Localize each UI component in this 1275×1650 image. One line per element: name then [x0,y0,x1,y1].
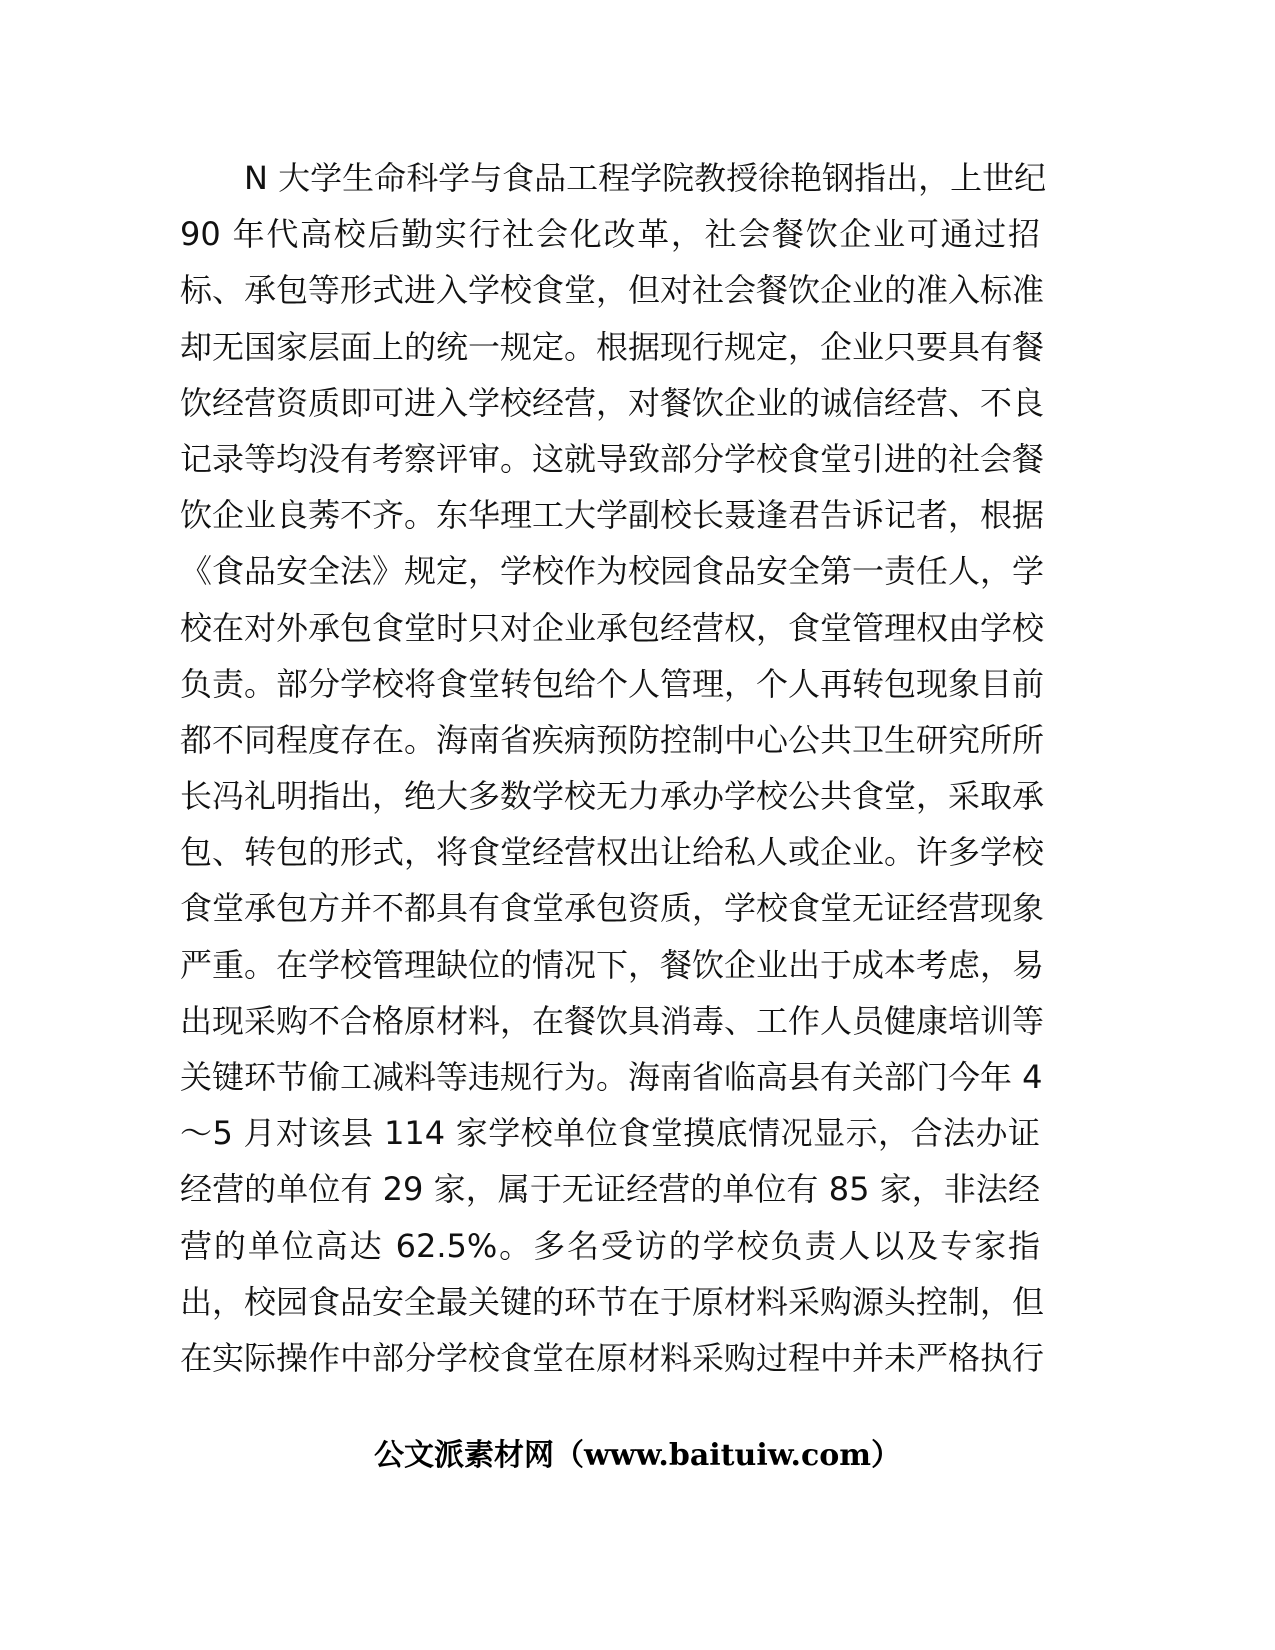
paragraph-line: 都不同程度存在。海南省疾病预防控制中心公共卫生研究所所 [180,720,1045,759]
paragraph-line: 营的单位高达 62.5%。多名受访的学校负责人以及专家指 [180,1226,1040,1265]
paragraph-line: 出现采购不合格原材料，在餐饮具消毒、工作人员健康培训等 [180,1001,1045,1040]
paragraph-line: ～5 月对该县 114 家学校单位食堂摸底情况显示，合法办证 [180,1114,1040,1153]
paragraph-line: 却无国家层面上的统一规定。根据现行规定，企业只要具有餐 [180,327,1045,366]
body-paragraph [180,150,1047,1386]
paragraph-line: 标、承包等形式进入学校食堂，但对社会餐饮企业的准入标准 [180,271,1045,310]
paragraph-line: 长冯礼明指出，绝大多数学校无力承办学校公共食堂，采取承 [180,777,1045,816]
paragraph-line: 90 年代高校后勤实行社会化改革，社会餐饮企业可通过招 [180,215,1040,254]
paragraph-line: 出，校园食品安全最关键的环节在于原材料采购源头控制，但 [180,1282,1045,1321]
page-footer: 公文派素材网（www.baituiw.com） [373,1438,902,1473]
paragraph-line: 食堂承包方并不都具有食堂承包资质，学校食堂无证经营现象 [180,889,1045,928]
paragraph-line: 校在对外承包食堂时只对企业承包经营权，食堂管理权由学校 [180,608,1045,647]
paragraph-line: 记录等均没有考察评审。这就导致部分学校食堂引进的社会餐 [180,439,1045,478]
paragraph-line: 《食品安全法》规定，学校作为校园食品安全第一责任人，学 [180,552,1045,591]
paragraph-line: 饮企业良莠不齐。东华理工大学副校长聂逢君告诉记者，根据 [180,496,1045,535]
paragraph-line: 关键环节偷工减料等违规行为。海南省临高县有关部门今年 4 [180,1058,1043,1096]
paragraph-line: 包、转包的形式，将食堂经营权出让给私人或企业。许多学校 [180,833,1045,872]
paragraph-line: 负责。部分学校将食堂转包给个人管理，个人再转包现象目前 [180,664,1045,703]
paragraph-line: 严重。在学校管理缺位的情况下，餐饮企业出于成本考虑，易 [180,945,1045,984]
paragraph-line: 在实际操作中部分学校食堂在原材料采购过程中并未严格执行 [180,1338,1045,1377]
paragraph-line: N 大学生命科学与食品工程学院教授徐艳钢指出，上世纪 [244,159,1047,197]
paragraph-line: 饮经营资质即可进入学校经营，对餐饮企业的诚信经营、不良 [180,383,1045,422]
paragraph-line: 经营的单位有 29 家，属于无证经营的单位有 85 家，非法经 [180,1170,1040,1209]
